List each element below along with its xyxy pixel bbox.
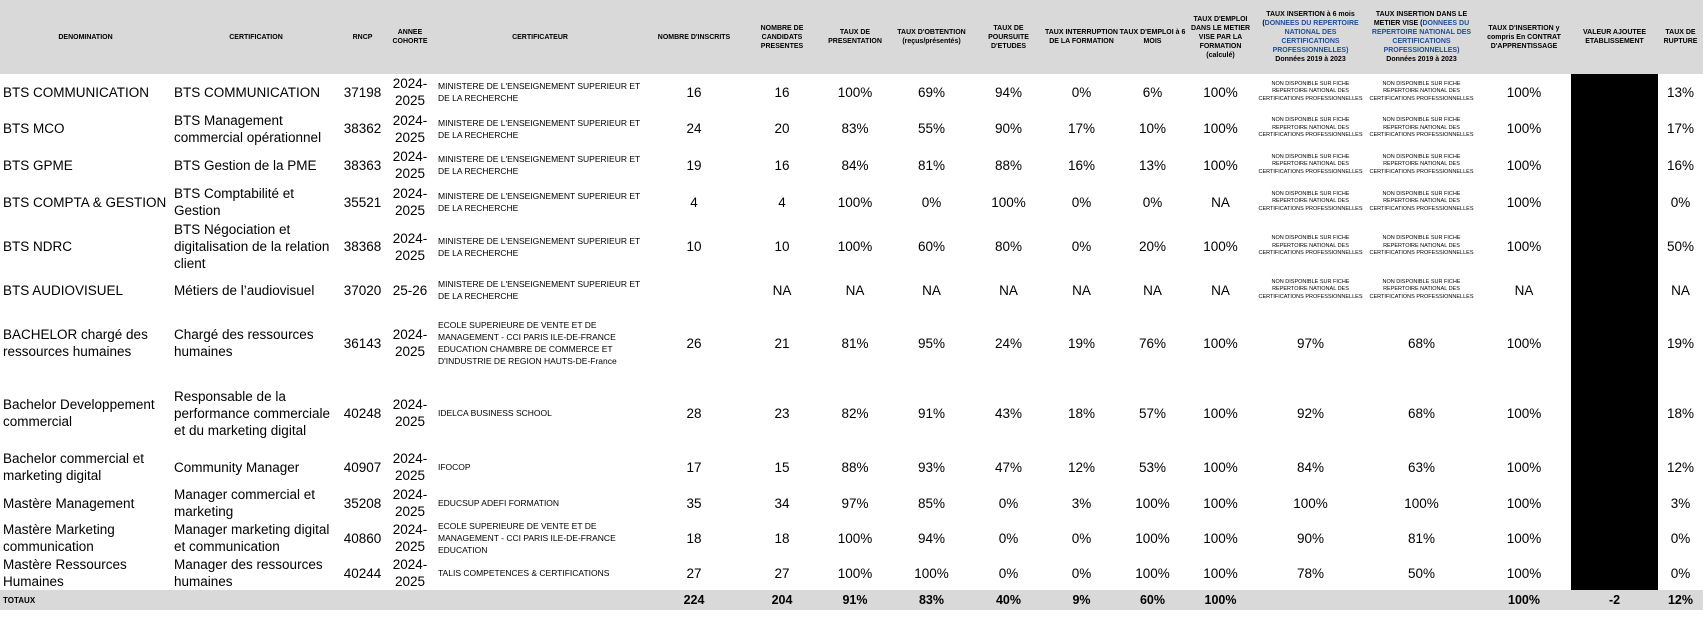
row-presentes: 34 [774,495,790,511]
row-rncp: 37020 [343,282,382,298]
table-row [0,110,1703,147]
table-row [0,486,1703,520]
row-interruption: 16% [1067,157,1096,173]
row-emploi-metier: 100% [1203,530,1238,546]
row-certification: Responsable de la performance commerciale et du marketing digital [174,388,331,438]
row-poursuite: NA [999,282,1018,298]
row-presentes: 16 [774,157,790,173]
row-inscrits: 26 [686,335,702,351]
row-name: Bachelor Developpement commercial [3,397,155,429]
row-rncp: 38362 [343,121,382,136]
row-inscrits: 10 [686,239,702,254]
totals-empty [436,590,644,610]
row-rncp: 36143 [343,335,382,351]
row-emploi6: 20% [1138,239,1167,254]
totals-label: TOTAUX [0,590,171,610]
row-valeur [1571,520,1658,556]
row-rupture: 18% [1666,405,1695,421]
row-obtention: 91% [917,405,946,421]
row-rncp: 35208 [343,495,382,511]
row-interruption: 19% [1067,335,1096,351]
row-insertion-metier: NON DISPONIBLE SUR FICHE REPERTOIRE NATIONAL DES CERTIFICATIONS PROFESSIONNELLES [1369,153,1474,175]
col-insertion6 [1255,0,1366,74]
row-year: 2024-2025 [392,327,428,359]
row-emploi-metier: 100% [1203,495,1238,511]
row-valeur [1571,183,1658,221]
row-rupture: 0% [1670,530,1691,546]
row-year: 2024-2025 [392,451,428,483]
row-emploi6: 10% [1138,121,1167,136]
row-interruption: 0% [1071,565,1092,581]
col-certificateur: CERTIFICATEUR [436,0,644,74]
totals-emploi6: 60% [1119,590,1186,610]
row-emploi-metier: 100% [1203,239,1238,254]
row-rupture: 50% [1666,239,1695,254]
row-year: 2024-2025 [392,76,428,108]
row-presentation: 88% [841,459,869,475]
row-valeur [1571,74,1658,110]
row-obtention: 81% [917,157,946,173]
row-presentes: 16 [774,84,790,100]
row-insertion6: 92% [1296,405,1325,421]
row-emploi6: 6% [1142,84,1163,100]
row-emploi6: 13% [1138,157,1167,173]
totals-empty [1366,590,1477,610]
table-row [0,272,1703,308]
row-poursuite: 88% [994,157,1023,173]
insertion6-d: Données 2019 à 2023 [1275,56,1346,63]
row-rupture: 19% [1666,335,1695,351]
row-inscrits: 4 [690,194,698,210]
row-certification: BTS Gestion de la PME [174,157,317,173]
row-emploi-metier: 100% [1203,84,1238,100]
totals-empty [1255,590,1366,610]
row-name: BTS GPME [3,157,73,173]
row-year: 2024-2025 [392,522,428,554]
row-presentes: NA [772,282,792,298]
row-year: 2024-2025 [392,112,428,145]
row-interruption: NA [1072,282,1091,298]
row-insertion-metier: 100% [1404,495,1439,511]
col-annee: ANNEE COHORTE [384,0,436,74]
totals-poursuite: 40% [973,590,1044,610]
row-valeur [1571,221,1658,272]
row-emploi-metier: NA [1211,194,1230,210]
row-insertion6: NON DISPONIBLE SUR FICHE REPERTOIRE NATIONAL DES CERTIFICATIONS PROFESSIONNELLES [1258,278,1363,300]
row-valeur [1571,378,1658,448]
insertion-metier-d: Données 2019 à 2023 [1386,56,1457,63]
row-insertion-contrat: 100% [1506,530,1542,546]
totals-empty [171,590,341,610]
row-certification: Métiers de l’audiovisuel [174,282,315,298]
row-rupture: 13% [1666,84,1695,100]
row-insertion-metier: NON DISPONIBLE SUR FICHE REPERTOIRE NATIONAL DES CERTIFICATIONS PROFESSIONNELLES [1369,190,1474,212]
row-valeur [1571,556,1658,590]
row-insertion-contrat: 100% [1506,565,1542,581]
row-rncp: 40907 [343,459,382,475]
row-certificateur: IFOCOP [438,462,471,472]
row-insertion-contrat: 100% [1506,121,1542,136]
row-rncp: 38368 [343,239,382,254]
row-certificateur: MINISTERE DE L'ENSEIGNEMENT SUPERIEUR ET DE LA RECHERCHE [438,279,641,301]
row-insertion6: NON DISPONIBLE SUR FICHE REPERTOIRE NATIONAL DES CERTIFICATIONS PROFESSIONNELLES [1258,117,1363,139]
row-rncp: 40860 [343,530,382,546]
row-presentation: 83% [841,121,869,136]
col-insertion-contrat: TAUX D'INSERTION y compris En CONTRAT D'APPRENTISSAGE [1477,0,1571,74]
row-presentes: 15 [774,459,790,475]
table-row [0,308,1703,378]
row-insertion-metier: 68% [1407,335,1436,351]
row-year: 2024-2025 [392,557,428,589]
row-inscrits: 18 [686,530,702,546]
row-certification: BTS Négociation et digitalisation de la relation client [174,222,330,271]
row-presentation: 100% [837,84,873,100]
row-insertion6: NON DISPONIBLE SUR FICHE REPERTOIRE NATIONAL DES CERTIFICATIONS PROFESSIONNELLES [1258,235,1363,257]
row-interruption: 0% [1071,84,1092,100]
row-presentation: 100% [837,530,873,546]
row-valeur [1571,272,1658,308]
row-insertion6: 90% [1296,530,1325,546]
table-row [0,74,1703,110]
row-certificateur: EDUCSUP ADEFI FORMATION [438,498,560,508]
row-rupture: 12% [1666,459,1695,475]
row-name: BTS COMPTA & GESTION [3,194,167,210]
row-certification: Manager commercial et marketing [174,487,316,519]
row-presentation: 82% [841,405,869,421]
row-inscrits: 35 [686,495,702,511]
totals-empty [384,590,436,610]
table-row [0,448,1703,486]
row-emploi6: 53% [1138,459,1167,475]
row-certification: Chargé des ressources humaines [174,327,314,359]
row-inscrits: 19 [686,157,702,173]
row-certificateur: IDELCA BUSINESS SCHOOL [438,408,552,418]
row-rncp: 40244 [343,565,382,581]
row-presentes: 23 [774,405,790,421]
totals-obtention: 83% [890,590,973,610]
row-insertion-metier: 81% [1407,530,1436,546]
header-row [0,0,1703,74]
row-certificateur: MINISTERE DE L'ENSEIGNEMENT SUPERIEUR ET DE LA RECHERCHE [438,235,641,258]
row-interruption: 18% [1067,405,1096,421]
row-interruption: 0% [1071,194,1092,210]
row-valeur [1571,147,1658,183]
row-obtention: 69% [917,84,946,100]
row-rupture: 0% [1670,565,1691,581]
row-presentation: 81% [841,335,869,351]
row-rncp: 35521 [343,194,382,210]
row-emploi6: 100% [1135,495,1170,511]
totals-valeur: -2 [1571,590,1658,610]
row-name: Mastère Marketing communication [3,522,115,554]
col-valeur: VALEUR AJOUTEE ETABLISSEMENT [1571,0,1658,74]
row-name: BTS MCO [3,121,65,136]
row-presentes: 27 [774,565,790,581]
col-emploi-metier: TAUX D'EMPLOI DANS LE METIER VISE PAR LA FORMATION (calculé) [1186,0,1255,74]
totals-insertion-contrat: 100% [1477,590,1571,610]
row-poursuite: 47% [994,459,1023,475]
row-poursuite: 0% [998,495,1019,511]
totals-presentes: 204 [744,590,820,610]
col-presentes: NOMBRE DE CANDIDATS PRESENTES [744,0,820,74]
row-emploi6: 100% [1135,530,1170,546]
row-insertion-contrat: 100% [1506,84,1542,100]
table-row [0,520,1703,556]
col-poursuite: TAUX DE POURSUITE D'ETUDES [973,0,1044,74]
row-insertion-contrat: 100% [1506,157,1542,173]
row-presentation: 100% [837,194,873,210]
row-insertion-metier: 50% [1407,565,1436,581]
row-year: 2024-2025 [392,487,428,519]
row-insertion6: NON DISPONIBLE SUR FICHE REPERTOIRE NATIONAL DES CERTIFICATIONS PROFESSIONNELLES [1258,190,1363,212]
totals-inscrits: 224 [644,590,744,610]
insertion6-b: DONNEES DU REPERTOIRE NATIONAL DES CERTIFICATIONS PROFESSIONNELLES [1264,20,1359,54]
row-inscrits: 28 [686,405,702,421]
totals-empty [341,590,384,610]
row-poursuite: 100% [991,194,1026,210]
row-obtention: 100% [914,565,949,581]
totals-rupture: 12% [1658,590,1703,610]
row-rncp: 40248 [343,405,382,421]
table-row [0,378,1703,448]
row-name: BTS AUDIOVISUEL [3,282,124,298]
col-inscrits: NOMBRE D'INSCRITS [644,0,744,74]
row-poursuite: 43% [994,405,1023,421]
row-certification: Manager des ressources humaines [174,557,323,589]
row-insertion-contrat: NA [1514,282,1534,298]
row-insertion6: 78% [1296,565,1325,581]
row-emploi6: NA [1143,282,1162,298]
col-obtention: TAUX D'OBTENTION (reçus/présentés) [890,0,973,74]
row-name: BACHELOR chargé des ressources humaines [3,327,148,359]
row-insertion-contrat: 100% [1506,459,1542,475]
row-insertion-contrat: 100% [1506,495,1542,511]
row-emploi-metier: 100% [1203,335,1238,351]
row-name: Bachelor commercial et marketing digital [3,451,145,483]
row-poursuite: 0% [998,530,1019,546]
totals-row [0,590,1703,610]
row-valeur [1571,486,1658,520]
row-insertion6: 84% [1296,459,1325,475]
row-insertion6: NON DISPONIBLE SUR FICHE REPERTOIRE NATIONAL DES CERTIFICATIONS PROFESSIONNELLES [1258,80,1363,102]
row-insertion6: NON DISPONIBLE SUR FICHE REPERTOIRE NATIONAL DES CERTIFICATIONS PROFESSIONNELLES [1258,153,1363,175]
row-certification: BTS COMMUNICATION [174,84,320,100]
row-insertion-metier: 63% [1407,459,1436,475]
row-rupture: NA [1671,282,1690,298]
row-certificateur: TALIS COMPETENCES & CERTIFICATIONS [438,568,610,578]
row-insertion-metier: NON DISPONIBLE SUR FICHE REPERTOIRE NATIONAL DES CERTIFICATIONS PROFESSIONNELLES [1369,117,1474,139]
row-interruption: 3% [1071,495,1092,511]
row-name: Mastère Ressources Humaines [3,557,127,589]
row-interruption: 0% [1071,530,1092,546]
row-name: Mastère Management [3,495,135,511]
col-certification: CERTIFICATION [171,0,341,74]
row-rupture: 3% [1670,495,1691,511]
row-presentation: 100% [837,239,873,254]
row-obtention: NA [922,282,941,298]
row-name: BTS COMMUNICATION [3,84,149,100]
row-insertion-contrat: 100% [1506,335,1542,351]
row-interruption: 0% [1071,239,1092,254]
row-obtention: 94% [917,530,946,546]
col-rncp: RNCP [341,0,384,74]
totals-emploi-metier: 100% [1186,590,1255,610]
row-certificateur: MINISTERE DE L'ENSEIGNEMENT SUPERIEUR ET DE LA RECHERCHE [438,117,641,140]
row-certificateur: MINISTERE DE L'ENSEIGNEMENT SUPERIEUR ET DE LA RECHERCHE [438,154,641,176]
row-inscrits: 24 [686,121,702,136]
row-insertion-metier: NON DISPONIBLE SUR FICHE REPERTOIRE NATIONAL DES CERTIFICATIONS PROFESSIONNELLES [1369,80,1474,102]
row-certification: BTS Comptabilité et Gestion [174,186,295,218]
row-valeur [1571,308,1658,378]
row-emploi6: 0% [1142,194,1163,210]
row-poursuite: 90% [994,121,1023,136]
row-insertion-contrat: 100% [1506,239,1542,254]
row-obtention: 95% [917,335,946,351]
row-insertion-metier: NON DISPONIBLE SUR FICHE REPERTOIRE NATIONAL DES CERTIFICATIONS PROFESSIONNELLES [1369,235,1474,257]
row-certificateur: ECOLE SUPERIEURE DE VENTE ET DE MANAGEMENT - CCI PARIS ILE-DE-FRANCE EDUCATION CHAMBRE DE COMMERCE ET D'INDUSTRIE DE REGION HAUTS-DE-France [438,320,617,366]
col-rupture: TAUX DE RUPTURE [1658,0,1703,74]
row-inscrits [644,272,744,308]
row-obtention: 55% [917,121,946,136]
row-poursuite: 24% [994,335,1023,351]
insertion6-a: TAUX INSERTION à 6 mois ( [1262,11,1355,27]
row-presentation: 84% [841,157,869,173]
table-row [0,221,1703,272]
row-valeur [1571,110,1658,147]
row-inscrits: 17 [686,459,702,475]
row-year: 2024-2025 [392,186,428,218]
row-poursuite: 80% [994,239,1023,254]
row-emploi6: 100% [1135,565,1170,581]
row-insertion6: 97% [1296,335,1325,351]
row-obtention: 85% [917,495,946,511]
row-rncp: 37198 [343,84,382,100]
row-certificateur: MINISTERE DE L'ENSEIGNEMENT SUPERIEUR ET DE LA RECHERCHE [438,191,641,213]
row-obtention: 60% [917,239,946,254]
row-insertion-metier: 68% [1407,405,1436,421]
row-year: 2024-2025 [392,397,428,429]
row-valeur [1571,448,1658,486]
insertion-metier-b: DONNEES DU REPERTOIRE NATIONAL DES CERTIFICATIONS PROFESSIONNELLES [1371,20,1472,54]
row-insertion6: 100% [1293,495,1328,511]
row-emploi6: 57% [1138,405,1167,421]
row-emploi-metier: 100% [1203,459,1238,475]
row-certification: BTS Management commercial opérationnel [174,112,322,145]
row-name: BTS NDRC [3,239,73,254]
row-rupture: 17% [1666,121,1695,136]
row-presentation: 100% [837,565,873,581]
row-inscrits: 27 [686,565,702,581]
row-insertion-contrat: 100% [1506,405,1542,421]
totals-presentation: 91% [820,590,890,610]
row-certification: Manager marketing digital et communication [174,522,330,554]
table-row [0,147,1703,183]
row-insertion-metier: NON DISPONIBLE SUR FICHE REPERTOIRE NATIONAL DES CERTIFICATIONS PROFESSIONNELLES [1369,278,1474,300]
totals-interruption: 9% [1044,590,1119,610]
row-emploi-metier: 100% [1203,121,1238,136]
row-presentes: 18 [774,530,790,546]
row-certificateur: MINISTERE DE L'ENSEIGNEMENT SUPERIEUR ET DE LA RECHERCHE [438,81,641,103]
col-presentation: TAUX DE PRESENTATION [820,0,890,74]
row-insertion-contrat: 100% [1506,194,1542,210]
col-interruption: TAUX INTERRUPTION DE LA FORMATION [1044,0,1119,74]
row-presentation: NA [845,282,865,298]
row-rncp: 38363 [343,157,382,173]
insertion6-c: ) [1346,47,1349,54]
row-emploi-metier: NA [1211,282,1230,298]
row-emploi-metier: 100% [1203,157,1238,173]
row-presentes: 21 [774,335,790,351]
table-row [0,556,1703,590]
insertion-metier-a: TAUX INSERTION DANS LE METIER VISE ( [1373,11,1468,27]
table-row [0,183,1703,221]
row-interruption: 12% [1067,459,1096,475]
row-certification: Community Manager [174,459,300,475]
insertion-metier-c: ) [1457,47,1460,54]
row-inscrits: 16 [686,84,702,100]
row-emploi-metier: 100% [1203,565,1238,581]
row-presentes: 20 [774,121,790,136]
row-emploi6: 76% [1138,335,1167,351]
col-insertion-metier [1366,0,1477,74]
row-rupture: 16% [1666,157,1695,173]
row-presentes: 10 [774,239,790,254]
row-year: 2024-2025 [392,149,428,181]
row-obtention: 93% [917,459,946,475]
row-poursuite: 0% [998,565,1019,581]
row-interruption: 17% [1067,121,1096,136]
row-obtention: 0% [921,194,942,210]
row-emploi-metier: 100% [1203,405,1238,421]
row-poursuite: 94% [994,84,1023,100]
row-certificateur: ECOLE SUPERIEURE DE VENTE ET DE MANAGEMENT - CCI PARIS ILE-DE-FRANCE EDUCATION [438,521,616,555]
col-emploi6: TAUX D'EMPLOI à 6 MOIS [1119,0,1186,74]
row-presentes: 4 [778,194,786,210]
row-presentation: 97% [841,495,869,511]
row-rupture: 0% [1670,194,1691,210]
col-denomination: DENOMINATION [0,0,171,74]
row-year: 2024-2025 [392,230,428,263]
row-year: 25-26 [392,282,428,298]
